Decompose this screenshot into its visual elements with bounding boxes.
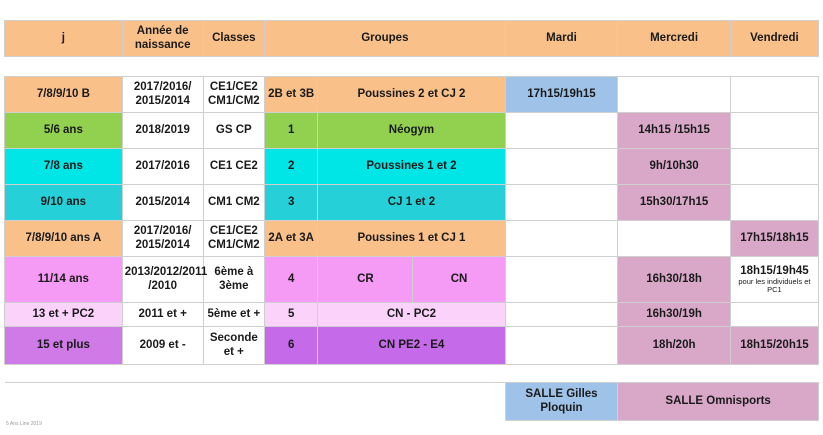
friday-cell xyxy=(730,185,818,221)
header-row xyxy=(5,21,819,57)
table-row xyxy=(5,113,819,149)
friday-cell xyxy=(730,257,818,303)
age-cell: 5/6 ans xyxy=(5,113,123,149)
group-number-cell: 2 xyxy=(265,149,318,185)
salle-gilles-ploquin: SALLE Gilles Ploquin xyxy=(505,383,618,421)
classes-cell: 5ème et + xyxy=(203,303,264,327)
year-cell: 2017/2016/ 2015/2014 xyxy=(122,221,203,257)
friday-cell xyxy=(730,149,818,185)
wednesday-cell: 18h/20h xyxy=(618,327,731,365)
schedule-table xyxy=(4,20,819,421)
age-cell: 15 et plus xyxy=(5,327,123,365)
table-row xyxy=(5,221,819,257)
friday-cell: 18h15/20h15 xyxy=(730,327,818,365)
year-cell: 2011 et + xyxy=(122,303,203,327)
tuesday-cell xyxy=(505,303,618,327)
group-label-cell: Poussines 1 et 2 xyxy=(318,149,505,185)
wednesday-cell: 16h30/18h xyxy=(618,257,731,303)
classes-cell: CE1/CE2 CM1/CM2 xyxy=(203,221,264,257)
wednesday-cell: 15h30/17h15 xyxy=(618,185,731,221)
friday-time: 18h15/19h45 xyxy=(740,264,809,277)
wednesday-cell xyxy=(618,77,731,113)
friday-cell xyxy=(730,77,818,113)
year-cell: 2017/2016 xyxy=(122,149,203,185)
salle-omnisports: SALLE Omnisports xyxy=(618,383,819,421)
friday-cell: 17h15/18h15 xyxy=(730,221,818,257)
tuesday-cell xyxy=(505,113,618,149)
group-number-cell: 1 xyxy=(265,113,318,149)
group-number-cell: 3 xyxy=(265,185,318,221)
classes-cell: CE1/CE2 CM1/CM2 xyxy=(203,77,264,113)
table-row xyxy=(5,327,819,365)
tuesday-cell xyxy=(505,149,618,185)
header-friday: Vendredi xyxy=(730,21,818,57)
wednesday-cell: 9h/10h30 xyxy=(618,149,731,185)
age-cell: 7/8/9/10 B xyxy=(5,77,123,113)
group-label-cell: CJ 1 et 2 xyxy=(318,185,505,221)
header-wednesday: Mercredi xyxy=(618,21,731,57)
classes-cell: Seconde et + xyxy=(203,327,264,365)
group-label-cell: CN - PC2 xyxy=(318,303,505,327)
group-label-cn: CN xyxy=(413,257,505,303)
footer-row xyxy=(5,383,819,421)
group-number-cell: 4 xyxy=(265,257,318,303)
year-cell: 2018/2019 xyxy=(122,113,203,149)
group-label-cr: CR xyxy=(318,257,413,303)
table-row xyxy=(5,77,819,113)
group-label-cell: Néogym xyxy=(318,113,505,149)
table-row xyxy=(5,185,819,221)
year-cell: 2013/2012/2011 /2010 xyxy=(122,257,203,303)
friday-cell xyxy=(730,303,818,327)
year-cell: 2015/2014 xyxy=(122,185,203,221)
tuesday-cell: 17h15/19h15 xyxy=(505,77,618,113)
table-row xyxy=(5,303,819,327)
wednesday-cell xyxy=(618,221,731,257)
classes-cell: 6ème à 3ème xyxy=(203,257,264,303)
group-number-cell: 5 xyxy=(265,303,318,327)
header-tuesday: Mardi xyxy=(505,21,618,57)
year-cell: 2009 et - xyxy=(122,327,203,365)
group-label-cell: Poussines 2 et CJ 2 xyxy=(318,77,505,113)
group-label-cell: CN PE2 - E4 xyxy=(318,327,505,365)
header-age: j xyxy=(5,21,123,57)
tuesday-cell xyxy=(505,221,618,257)
age-cell: 9/10 ans xyxy=(5,185,123,221)
tuesday-cell xyxy=(505,257,618,303)
age-cell: 7/8 ans xyxy=(5,149,123,185)
tuesday-cell xyxy=(505,327,618,365)
header-classes: Classes xyxy=(203,21,264,57)
header-groups: Groupes xyxy=(265,21,506,57)
table-row xyxy=(5,257,819,303)
spacer-row xyxy=(5,57,819,77)
group-number-cell: 6 xyxy=(265,327,318,365)
group-number-cell: 2A et 3A xyxy=(265,221,318,257)
group-number-cell: 2B et 3B xyxy=(265,77,318,113)
classes-cell: CM1 CM2 xyxy=(203,185,264,221)
wednesday-cell: 16h30/19h xyxy=(618,303,731,327)
group-label-cell: Poussines 1 et CJ 1 xyxy=(318,221,505,257)
age-cell: 7/8/9/10 ans A xyxy=(5,221,123,257)
classes-cell: GS CP xyxy=(203,113,264,149)
age-cell: 13 et + PC2 xyxy=(5,303,123,327)
friday-cell xyxy=(730,113,818,149)
header-year: Année de naissance xyxy=(122,21,203,57)
friday-note: pour les individuels et PC1 xyxy=(738,276,811,295)
year-cell: 2017/2016/ 2015/2014 xyxy=(122,77,203,113)
tuesday-cell xyxy=(505,185,618,221)
classes-cell: CE1 CE2 xyxy=(203,149,264,185)
watermark-text: 5 Ans Line 2019 xyxy=(6,421,42,427)
table-row xyxy=(5,149,819,185)
age-cell: 11/14 ans xyxy=(5,257,123,303)
wednesday-cell: 14h15 /15h15 xyxy=(618,113,731,149)
spacer-row xyxy=(5,365,819,383)
